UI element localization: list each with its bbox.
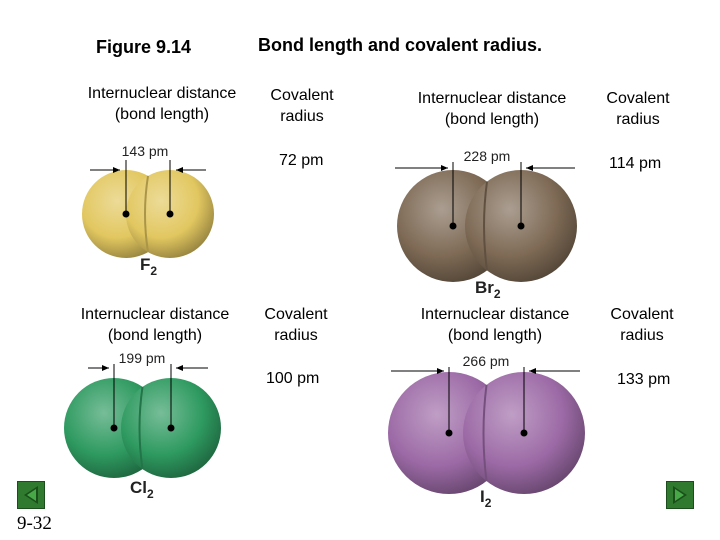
label-line2: (bond length): [444, 111, 540, 128]
molecule-i2: [388, 353, 585, 510]
formula-label: [140, 255, 157, 278]
covalent-radius-cl2: 100 pm: [266, 370, 320, 387]
nucleus-dot-right: [518, 223, 525, 230]
nucleus-dot-left: [123, 211, 130, 218]
label-line2: radius: [280, 108, 324, 125]
formula-subscript: 2: [147, 487, 154, 501]
molecule-f2: [82, 143, 214, 278]
next-slide-button[interactable]: [666, 481, 694, 509]
label-line1: Covalent: [606, 90, 670, 107]
formula-element: F: [140, 255, 151, 274]
arrowhead-right: [176, 365, 183, 371]
label-line2: (bond length): [107, 327, 203, 344]
label-line1: Internuclear distance: [420, 306, 570, 323]
bond-length-label: 199 pm: [118, 350, 166, 366]
slide-number: 9-32: [17, 513, 52, 534]
formula-element: Cl: [130, 478, 147, 497]
previous-slide-button[interactable]: [17, 481, 45, 509]
label-line1: Covalent: [610, 306, 674, 323]
nucleus-dot-right: [167, 211, 174, 218]
formula-element: I: [480, 487, 485, 506]
arrowhead-right: [526, 165, 533, 171]
label-line2: radius: [620, 327, 664, 344]
molecule-br2: [395, 148, 577, 301]
triangle-right-icon: [667, 482, 693, 508]
label-line2: radius: [616, 111, 660, 128]
figure-label: Figure 9.14: [96, 37, 192, 57]
nucleus-dot-left: [450, 223, 457, 230]
label-line1: Internuclear distance: [80, 306, 230, 323]
label-line1: Covalent: [270, 87, 334, 104]
bond-length-label: 266 pm: [462, 353, 510, 369]
arrowhead-left: [102, 365, 109, 371]
formula-element: Br: [475, 278, 494, 297]
formula-subscript: 2: [493, 287, 501, 301]
bond-length-label: 143 pm: [121, 143, 169, 159]
nucleus-dot-right: [521, 430, 528, 437]
triangle-left-icon: [18, 482, 44, 508]
nucleus-dot-right: [168, 425, 175, 432]
label-line2: radius: [274, 327, 318, 344]
covalent-radius-i2: 133 pm: [617, 371, 671, 388]
formula-label: [480, 487, 492, 510]
formula-subscript: 2: [484, 496, 492, 510]
page-title: Bond length and covalent radius.: [258, 35, 543, 55]
nucleus-dot-left: [111, 425, 118, 432]
covalent-radius-br2: 114 pm: [609, 155, 662, 172]
bond-length-label: 228 pm: [463, 148, 511, 164]
formula-label: [475, 278, 501, 301]
label-line2: (bond length): [447, 327, 543, 344]
nucleus-dot-left: [446, 430, 453, 437]
molecule-cl2: [64, 350, 221, 501]
label-line1: Internuclear distance: [87, 85, 237, 102]
formula-label: [130, 478, 154, 501]
label-line2: (bond length): [114, 106, 210, 123]
label-line1: Internuclear distance: [417, 90, 567, 107]
covalent-radius-f2: 72 pm: [279, 152, 324, 169]
arrowhead-left: [441, 165, 448, 171]
label-line1: Covalent: [264, 306, 328, 323]
formula-subscript: 2: [150, 264, 158, 278]
